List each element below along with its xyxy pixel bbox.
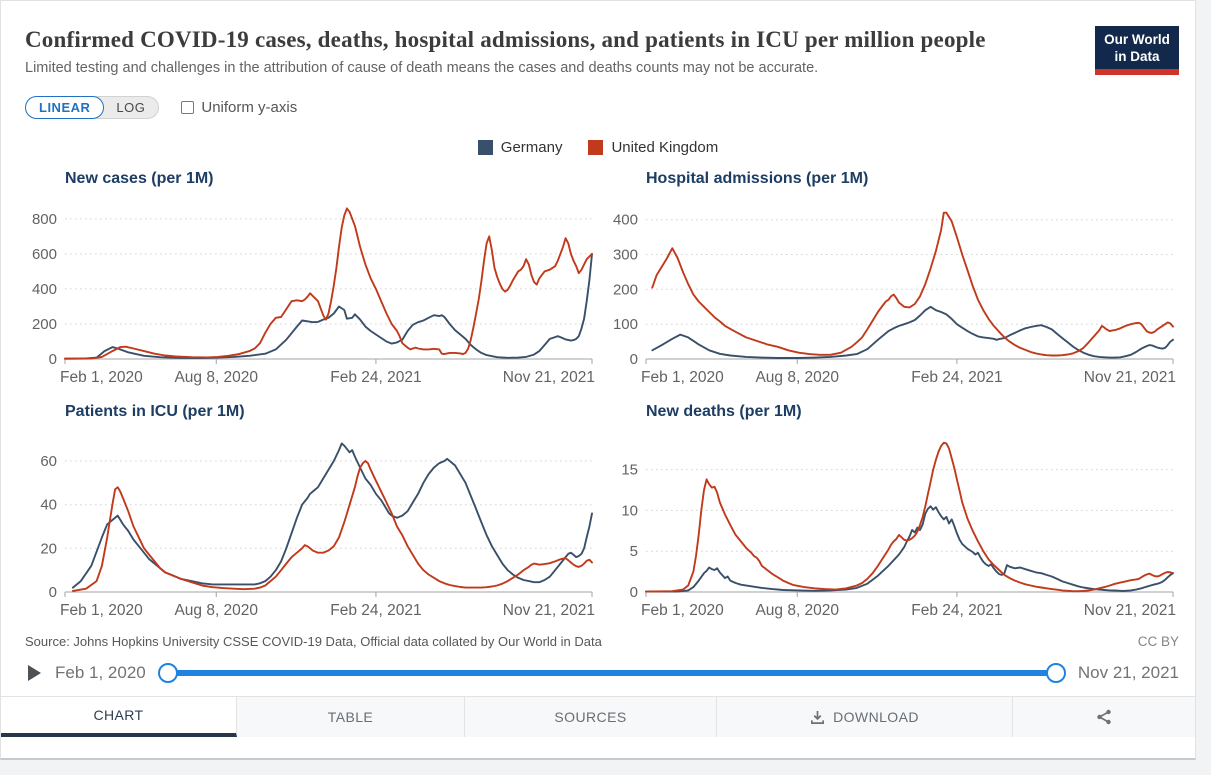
svg-text:Feb 1, 2020: Feb 1, 2020 xyxy=(641,602,724,619)
slider-track[interactable] xyxy=(160,670,1064,676)
chart-canvas-hospital-admissions[interactable] xyxy=(606,192,1181,391)
page-subtitle: Limited testing and challenges in the attribution of cause of death means the cases and deaths counts may not be accurate. xyxy=(25,60,819,76)
svg-text:Aug 8, 2020: Aug 8, 2020 xyxy=(174,602,259,619)
tab-table[interactable] xyxy=(237,697,465,737)
tab-sources-label: SOURCES xyxy=(554,709,627,725)
svg-text:0: 0 xyxy=(48,351,57,368)
svg-text:0: 0 xyxy=(629,351,638,368)
svg-text:Aug 8, 2020: Aug 8, 2020 xyxy=(755,602,840,619)
svg-text:Nov 21, 2021: Nov 21, 2021 xyxy=(1083,369,1176,386)
play-icon[interactable] xyxy=(25,664,43,682)
charts-grid xyxy=(1,156,1195,624)
header xyxy=(1,1,1195,76)
svg-text:0: 0 xyxy=(629,584,638,601)
svg-text:Aug 8, 2020: Aug 8, 2020 xyxy=(755,369,840,386)
linear-button[interactable]: LINEAR xyxy=(25,96,104,119)
svg-text:Nov 21, 2021: Nov 21, 2021 xyxy=(502,369,595,386)
svg-text:Feb 1, 2020: Feb 1, 2020 xyxy=(641,369,724,386)
chart-new-deaths xyxy=(606,403,1181,624)
chart-title-hospital-admissions: Hospital admissions (per 1M) xyxy=(646,170,869,187)
legend-item-germany[interactable] xyxy=(478,139,563,156)
slider-handle-end[interactable] xyxy=(1046,663,1066,683)
svg-text:800: 800 xyxy=(31,210,57,228)
svg-text:300: 300 xyxy=(612,246,638,264)
legend xyxy=(1,139,1195,156)
chart-canvas-patients-icu[interactable] xyxy=(25,425,600,624)
share-icon xyxy=(1096,709,1112,725)
tab-bar xyxy=(1,696,1195,737)
scale-toggle xyxy=(25,96,159,119)
svg-text:5: 5 xyxy=(629,543,638,561)
chart-title-patients-icu: Patients in ICU (per 1M) xyxy=(65,403,245,420)
tab-table-label: TABLE xyxy=(327,709,374,725)
chart-hospital-admissions xyxy=(606,170,1181,391)
page-title: Confirmed COVID-19 cases, deaths, hospital admissions, and patients in ICU per million people xyxy=(25,27,986,52)
svg-text:Nov 21, 2021: Nov 21, 2021 xyxy=(502,602,595,619)
svg-text:Nov 21, 2021: Nov 21, 2021 xyxy=(1083,602,1176,619)
tab-chart-label: CHART xyxy=(93,707,144,723)
timeline xyxy=(1,649,1195,687)
license-text[interactable]: CC BY xyxy=(1137,634,1179,649)
germany-swatch xyxy=(478,140,493,155)
chart-patients-icu xyxy=(25,403,600,624)
svg-text:Aug 8, 2020: Aug 8, 2020 xyxy=(174,369,259,386)
chart-title-new-deaths: New deaths (per 1M) xyxy=(646,403,802,420)
timeline-start-label: Feb 1, 2020 xyxy=(55,663,146,682)
svg-text:20: 20 xyxy=(40,540,57,558)
svg-text:Feb 1, 2020: Feb 1, 2020 xyxy=(60,369,143,386)
log-button[interactable]: LOG xyxy=(116,100,146,115)
svg-text:Feb 24, 2021: Feb 24, 2021 xyxy=(330,602,422,619)
chart-canvas-new-cases[interactable] xyxy=(25,192,600,391)
svg-text:600: 600 xyxy=(31,245,57,263)
svg-text:Feb 24, 2021: Feb 24, 2021 xyxy=(911,602,1003,619)
svg-text:15: 15 xyxy=(621,461,638,479)
legend-label-germany: Germany xyxy=(500,139,563,156)
tab-download[interactable] xyxy=(717,697,1013,737)
uk-swatch xyxy=(588,140,603,155)
owid-logo-line1: Our World xyxy=(1104,32,1170,47)
svg-text:40: 40 xyxy=(40,496,57,514)
chart-title-new-cases: New cases (per 1M) xyxy=(65,170,214,187)
legend-item-uk[interactable] xyxy=(588,139,718,156)
timeline-end-label: Nov 21, 2021 xyxy=(1077,663,1179,682)
svg-text:400: 400 xyxy=(31,280,57,298)
svg-text:0: 0 xyxy=(48,584,57,601)
download-icon xyxy=(810,710,825,725)
chart-canvas-new-deaths[interactable] xyxy=(606,425,1181,624)
uniform-yaxis-control xyxy=(181,99,297,116)
svg-text:200: 200 xyxy=(612,281,638,299)
svg-text:100: 100 xyxy=(612,316,638,334)
svg-text:400: 400 xyxy=(612,211,638,229)
svg-text:Feb 1, 2020: Feb 1, 2020 xyxy=(60,602,143,619)
uniform-yaxis-label: Uniform y-axis xyxy=(201,99,298,116)
svg-text:Feb 24, 2021: Feb 24, 2021 xyxy=(330,369,422,386)
svg-text:60: 60 xyxy=(40,453,57,470)
uniform-yaxis-checkbox[interactable] xyxy=(181,101,194,114)
tab-share[interactable] xyxy=(1013,697,1195,737)
timeline-slider[interactable] xyxy=(160,663,1064,683)
owid-logo[interactable] xyxy=(1095,26,1179,75)
svg-text:200: 200 xyxy=(31,316,57,333)
source-text[interactable]: Source: Johns Hopkins University CSSE COVID-19 Data, Official data collated by Our World in Data xyxy=(25,634,602,649)
owid-logo-line2: in Data xyxy=(1114,49,1160,64)
source-row xyxy=(1,624,1195,649)
legend-label-uk: United Kingdom xyxy=(611,139,719,156)
tab-download-label: DOWNLOAD xyxy=(833,709,919,725)
chart-new-cases xyxy=(25,170,600,391)
controls-row xyxy=(25,96,1171,119)
slider-handle-start[interactable] xyxy=(158,663,178,683)
svg-text:10: 10 xyxy=(621,502,638,520)
tab-chart[interactable] xyxy=(1,697,237,737)
svg-text:Feb 24, 2021: Feb 24, 2021 xyxy=(911,369,1003,386)
tab-sources[interactable] xyxy=(465,697,717,737)
